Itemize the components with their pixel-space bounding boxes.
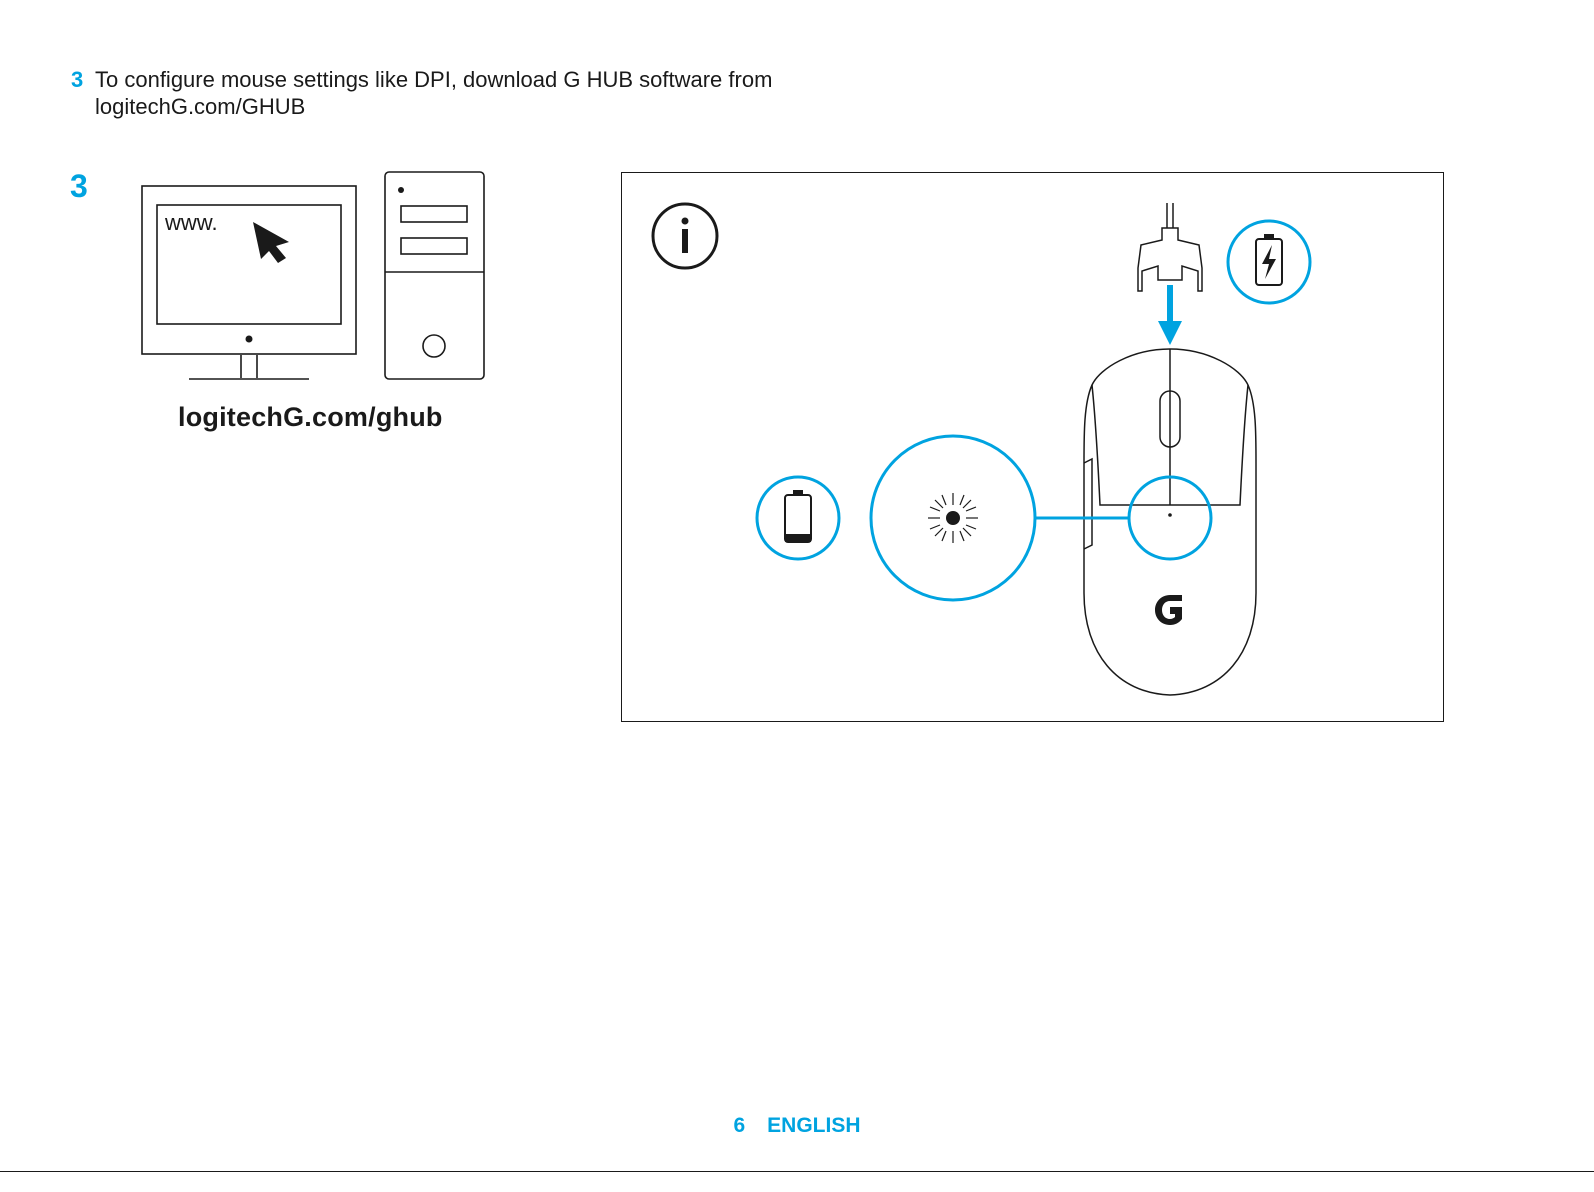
info-icon	[653, 204, 717, 268]
power-button	[423, 335, 445, 357]
screen-www-text: www.	[165, 210, 218, 235]
info-panel	[621, 172, 1444, 722]
plug-in-arrow-icon	[1158, 285, 1182, 345]
step-instruction	[71, 66, 772, 120]
url-label: logitechG.com/ghub	[178, 402, 443, 432]
cursor-arrow-icon	[253, 222, 289, 263]
page-number: 6	[733, 1114, 746, 1137]
figure-step-number: 3	[70, 168, 88, 204]
led-blinking-icon	[871, 436, 1035, 600]
page-footer	[0, 1114, 1594, 1138]
computer-illustration	[135, 168, 495, 388]
mouse-illustration	[1084, 349, 1256, 695]
usb-cable-connector	[1138, 203, 1202, 291]
footer-language: ENGLISH	[767, 1114, 861, 1137]
step-text-line1: To configure mouse settings like DPI, download G HUB software from	[95, 67, 773, 92]
battery-charging-icon	[1228, 221, 1310, 303]
battery-low-icon	[757, 477, 839, 559]
drive-bay-1	[401, 206, 467, 222]
logitech-g-logo	[1155, 595, 1182, 625]
step-text-line2: logitechG.com/GHUB	[95, 94, 306, 119]
drive-bay-2	[401, 238, 467, 254]
bottom-divider	[0, 1171, 1594, 1172]
step-number: 3	[71, 67, 84, 92]
info-diagram	[622, 173, 1442, 720]
tower-outline	[385, 172, 484, 379]
